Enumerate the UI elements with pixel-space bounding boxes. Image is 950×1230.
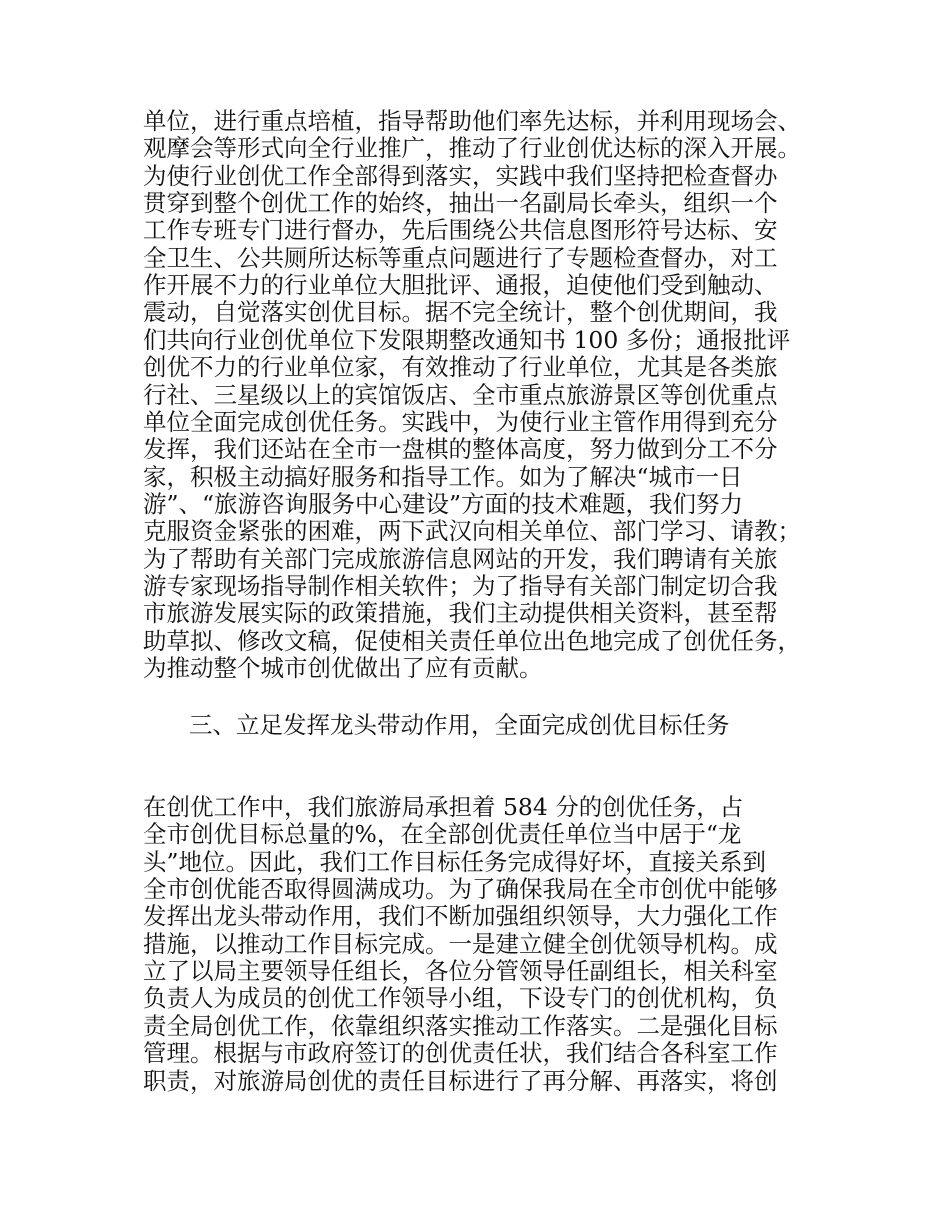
text-line: 职责，对旅游局创优的责任目标进行了再分解、再落实，将创 xyxy=(143,1066,778,1095)
text-line: 作开展不力的行业单位大胆批评、通报，迫使他们受到触动、 xyxy=(143,271,778,300)
text-line: 工作专班专门进行督办，先后围绕公共信息图形符号达标、安 xyxy=(143,216,778,245)
text-line: 责全局创优工作，依靠组织落实推动工作落实。二是强化目标 xyxy=(143,1011,778,1040)
text-line: 全卫生、公共厕所达标等重点问题进行了专题检查督办，对工 xyxy=(143,243,778,272)
text-line: 全市创优目标总量的%，在全部创优责任单位当中居于“龙 xyxy=(143,820,742,849)
text-line: 全市创优能否取得圆满成功。为了确保我局在全市创优中能够 xyxy=(143,875,778,904)
text-line: 为推动整个城市创优做出了应有贡献。 xyxy=(143,654,543,682)
text-line: 为了帮助有关部门完成旅游信息网站的开发，我们聘请有关旅 xyxy=(143,544,778,573)
text-line: 贯穿到整个创优工作的始终，抽出一名副局长牵头，组织一个 xyxy=(143,189,778,218)
text-line: 们共向行业创优单位下发限期整改通知书 100 多份；通报批评 xyxy=(143,325,791,354)
text-line: 为使行业创优工作全部得到落实，实践中我们坚持把检查督办 xyxy=(143,161,778,190)
text-line: 震动，自觉落实创优目标。据不完全统计，整个创优期间，我 xyxy=(143,298,778,327)
text-line: 措施，以推动工作目标完成。一是建立健全创优领导机构。成 xyxy=(143,929,778,958)
text-line: 立了以局主要领导任组长，各位分管领导任副组长，相关科室 xyxy=(143,957,778,986)
text-line: 克服资金紧张的困难，两下武汉向相关单位、部门学习、请教； xyxy=(143,517,801,546)
text-line: 发挥，我们还站在全市一盘棋的整体高度，努力做到分工不分 xyxy=(143,435,778,464)
text-line: 单位，进行重点培植，指导帮助他们率先达标，并利用现场会、 xyxy=(143,107,801,135)
text-line: 游”、“旅游咨询服务中心建设”方面的技术难题，我们努力 xyxy=(143,489,744,518)
text-line: 市旅游发展实际的政策措施，我们主动提供相关资料，甚至帮 xyxy=(143,599,778,628)
text-line: 管理。根据与市政府签订的创优责任状，我们结合各科室工作 xyxy=(143,1039,778,1068)
text-line: 行社、三星级以上的宾馆饭店、全市重点旅游景区等创优重点 xyxy=(143,380,778,409)
text-line: 助草拟、修改文稿，促使相关责任单位出色地完成了创优任务， xyxy=(143,626,801,655)
section-heading: 三、立足发挥龙头带动作用，全面完成创优目标任务 xyxy=(189,711,730,739)
text-line: 观摩会等形式向全行业推广，推动了行业创优达标的深入开展。 xyxy=(143,134,801,163)
text-line: 发挥出龙头带动作用，我们不断加强组织领导，大力强化工作 xyxy=(143,902,778,931)
text-line: 游专家现场指导制作相关软件；为了指导有关部门制定切合我 xyxy=(143,571,778,600)
text-line: 在创优工作中，我们旅游局承担着 584 分的创优任务，占 xyxy=(143,793,744,821)
text-line: 单位全面完成创优任务。实践中，为使行业主管作用得到充分 xyxy=(143,407,778,436)
text-line: 创优不力的行业单位家，有效推动了行业单位，尤其是各类旅 xyxy=(143,353,778,382)
text-line: 家，积极主动搞好服务和指导工作。如为了解决“城市一日 xyxy=(143,462,743,491)
text-line: 负责人为成员的创优工作领导小组，下设专门的创优机构，负 xyxy=(143,984,778,1013)
text-line: 头”地位。因此，我们工作目标任务完成得好坏，直接关系到 xyxy=(143,847,767,876)
